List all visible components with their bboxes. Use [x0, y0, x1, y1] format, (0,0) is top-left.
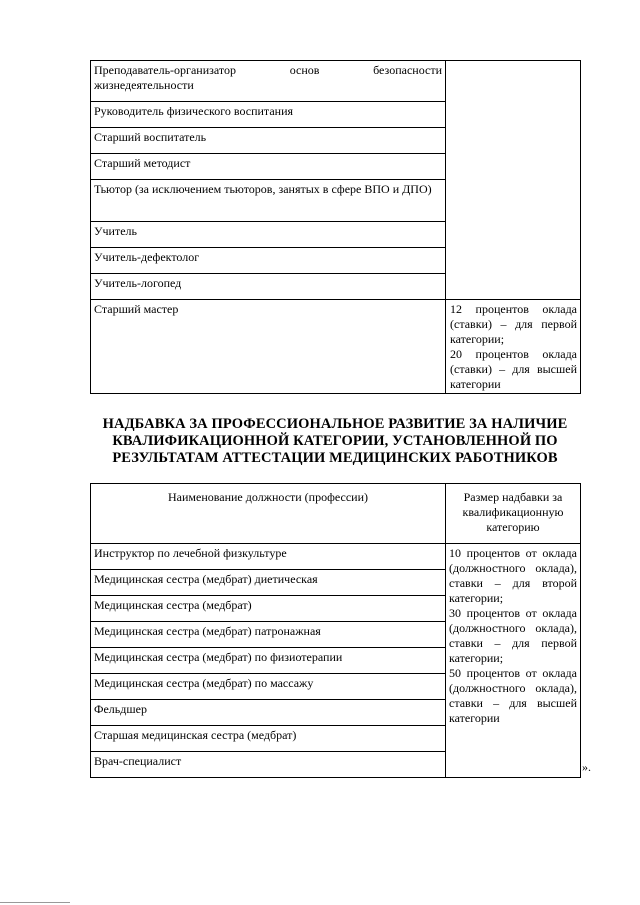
position-cell: Медицинская сестра (медбрат) патронажная: [91, 622, 446, 648]
page-edge-line: [0, 902, 70, 903]
position-cell: Медицинская сестра (медбрат): [91, 596, 446, 622]
positions-table-education: [90, 60, 581, 394]
position-cell: Учитель: [91, 222, 446, 248]
closing-quote: ».: [582, 760, 591, 774]
allowance-cell: [446, 544, 581, 778]
position-cell: Медицинская сестра (медбрат) по физиотерапии: [91, 648, 446, 674]
position-cell: Старший мастер: [91, 300, 446, 394]
position-word: Преподаватель-организатор: [94, 63, 236, 77]
position-cell: Фельдшер: [91, 700, 446, 726]
position-cell: Старший воспитатель: [91, 128, 446, 154]
position-word: основ: [289, 63, 320, 77]
position-word: безопасности: [373, 63, 442, 77]
position-cell: Учитель-логопед: [91, 274, 446, 300]
allowance-cell-empty: [446, 61, 581, 300]
positions-table-medical: [90, 483, 581, 778]
position-cell: Старшая медицинская сестра (медбрат): [91, 726, 446, 752]
allowance-text: 30 процентов от оклада (должностного оклада), ставки – для первой категории;: [449, 606, 577, 665]
position-cell: Учитель-дефектолог: [91, 248, 446, 274]
position-cell: Старший методист: [91, 154, 446, 180]
position-line: жизнедеятельности: [94, 78, 194, 92]
allowance-text: 20 процентов оклада (ставки) – для высшей категории: [450, 347, 577, 391]
allowance-cell: [446, 300, 581, 394]
position-cell: Инструктор по лечебной физкультуре: [91, 544, 446, 570]
allowance-text: 10 процентов от оклада (должностного оклада), ставки – для второй категории;: [449, 546, 577, 605]
position-cell: Тьютор (за исключением тьюторов, занятых в сфере ВПО и ДПО): [91, 180, 446, 222]
position-cell: Врач-специалист: [91, 752, 446, 778]
position-cell: Медицинская сестра (медбрат) по массажу: [91, 674, 446, 700]
position-cell: Руководитель физического воспитания: [91, 102, 446, 128]
allowance-text: 50 процентов от оклада (должностного оклада), ставки – для высшей категории: [449, 666, 577, 725]
position-cell: [91, 61, 446, 102]
position-cell: Медицинская сестра (медбрат) диетическая: [91, 570, 446, 596]
column-header-position: Наименование должности (профессии): [91, 484, 446, 544]
section-heading: НАДБАВКА ЗА ПРОФЕССИОНАЛЬНОЕ РАЗВИТИЕ ЗА НАЛИЧИЕ КВАЛИФИКАЦИОННОЙ КАТЕГОРИИ, УСТАНОВЛЕННОЙ ПО РЕЗУЛЬТАТАМ АТТЕСТАЦИИ МЕДИЦИНСКИХ РАБОТНИКОВ: [102, 416, 568, 466]
allowance-text: 12 процентов оклада (ставки) – для первой категории;: [450, 302, 577, 346]
column-header-allowance: Размер надбавки за квалификационную категорию: [446, 484, 581, 544]
